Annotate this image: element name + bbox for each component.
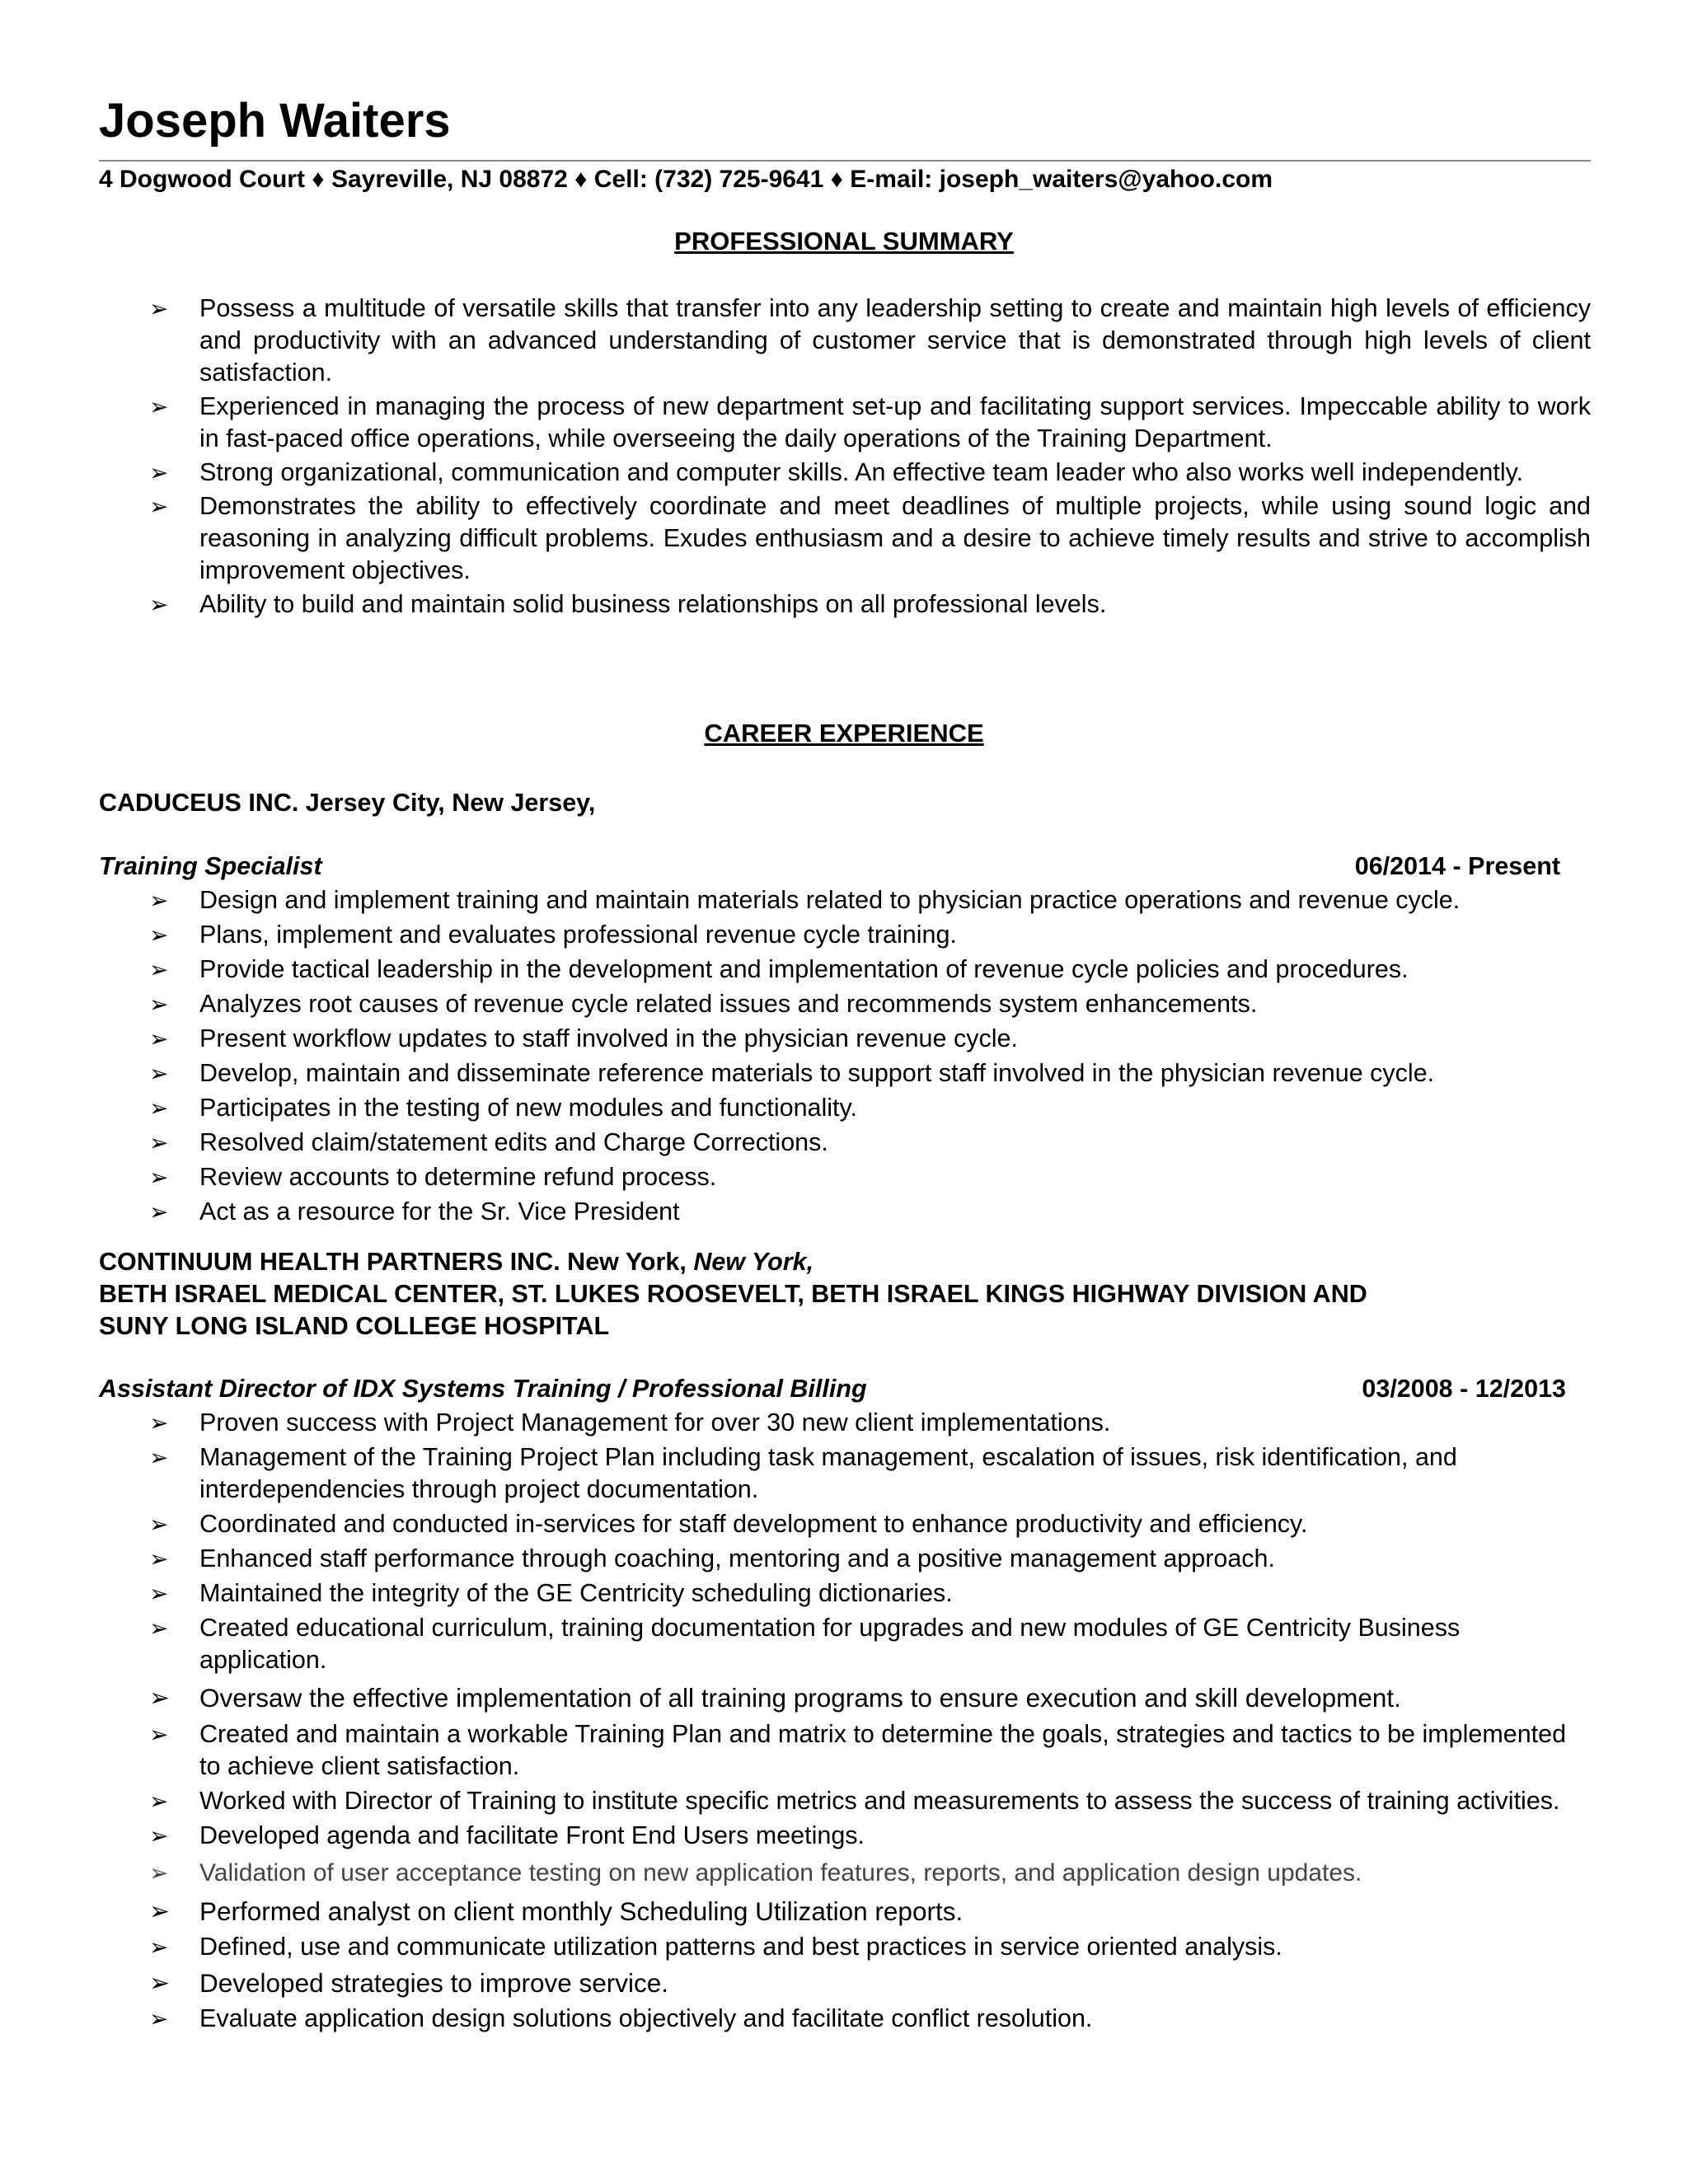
arrow-bullet-icon: ➢ bbox=[149, 957, 169, 982]
list-item: ➢ Present workflow updates to staff involved in the physician revenue cycle. bbox=[0, 1023, 1688, 1055]
list-item: ➢ Defined, use and communicate utilization patterns and best practices in service oriented analysis. bbox=[0, 1931, 1688, 1963]
professional-summary-heading: PROFESSIONAL SUMMARY bbox=[674, 227, 1014, 255]
list-item: ➢ Enhanced staff performance through coaching, mentoring and a positive management approach. bbox=[0, 1543, 1688, 1575]
job1-dates: 06/2014 - Present bbox=[1354, 852, 1560, 880]
contact-line: 4 Dogwood Court ♦ Sayreville, NJ 08872 ♦ Cell: (732) 725-9641 ♦ E-mail: joseph_waiters@yahoo.com bbox=[99, 166, 1273, 193]
arrow-bullet-icon: ➢ bbox=[149, 888, 169, 913]
list-item: ➢ Provide tactical leadership in the development and implementation of revenue cycle policies and procedures. bbox=[0, 954, 1688, 986]
arrow-bullet-icon: ➢ bbox=[149, 394, 169, 419]
arrow-bullet-icon: ➢ bbox=[149, 1095, 169, 1121]
list-item: ➢ Created educational curriculum, training documentation for upgrades and new modules of GE Centricity Business application. bbox=[149, 1614, 1461, 1674]
job1-company: CADUCEUS INC. Jersey City, New Jersey, bbox=[99, 789, 596, 817]
arrow-bullet-icon: ➢ bbox=[149, 1130, 169, 1155]
list-item: ➢ Developed agenda and facilitate Front End Users meetings. bbox=[0, 1820, 1688, 1852]
job2-duties bbox=[0, 1407, 1688, 2035]
list-item: ➢ Validation of user acceptance testing on new application features, reports, and application design updates. bbox=[0, 1854, 1688, 1892]
list-item: ➢ Oversaw the effective implementation of all training programs to ensure execution and skill development. bbox=[0, 1680, 1688, 1717]
list-item: ➢ Maintained the integrity of the GE Centricity scheduling dictionaries. bbox=[0, 1577, 1688, 1610]
arrow-bullet-icon: ➢ bbox=[149, 1445, 169, 1470]
job2-list bbox=[0, 1407, 1688, 2035]
list-item: ➢ Experienced in managing the process of new department set-up and facilitating support services. Impeccable ability to work in fast-paced office operations, while overseeing the daily operations of the Training Department. bbox=[149, 392, 1591, 452]
arrow-bullet-icon: ➢ bbox=[149, 1860, 169, 1886]
list-item: ➢ Resolved claim/statement edits and Charge Corrections. bbox=[0, 1127, 1688, 1159]
arrow-bullet-icon: ➢ bbox=[149, 296, 169, 321]
list-item: ➢ Performed analyst on client monthly Scheduling Utilization reports. bbox=[0, 1893, 1688, 1930]
arrow-bullet-icon: ➢ bbox=[149, 460, 169, 485]
arrow-bullet-icon: ➢ bbox=[149, 1970, 171, 1997]
header-divider bbox=[99, 160, 1591, 162]
list-item: ➢ Plans, implement and evaluates professional revenue cycle training. bbox=[0, 919, 1688, 951]
list-item: ➢ Ability to build and maintain solid business relationships on all professional levels. bbox=[0, 588, 1688, 621]
arrow-bullet-icon: ➢ bbox=[149, 1511, 169, 1537]
arrow-bullet-icon: ➢ bbox=[149, 1615, 169, 1641]
list-item: ➢ Demonstrates the ability to effectively coordinate and meet deadlines of multiple projects, while using sound logic and reasoning in analyzing difficult problems. Exudes enthusiasm and a desire to achieve timely results and strive to accomplish improvement objectives. bbox=[149, 492, 1591, 584]
job2-company-line3: SUNY LONG ISLAND COLLEGE HOSPITAL bbox=[99, 1312, 610, 1340]
list-item: ➢ Evaluate application design solutions objectively and facilitate conflict resolution. bbox=[0, 2003, 1688, 2035]
list-item: ➢ Developed strategies to improve service. bbox=[0, 1965, 1688, 2002]
list-item: ➢ Strong organizational, communication and computer skills. An effective team leader who also works well independently. bbox=[0, 457, 1688, 489]
arrow-bullet-icon: ➢ bbox=[149, 1546, 169, 1572]
arrow-bullet-icon: ➢ bbox=[149, 2006, 169, 2032]
summary-list bbox=[0, 293, 1688, 621]
list-item: ➢ Worked with Director of Training to institute specific metrics and measurements to assess the success of training activities. bbox=[0, 1785, 1688, 1817]
career-experience-heading: CAREER EXPERIENCE bbox=[704, 719, 984, 748]
list-item: ➢ Participates in the testing of new modules and functionality. bbox=[0, 1092, 1688, 1124]
arrow-bullet-icon: ➢ bbox=[149, 1685, 171, 1712]
list-item: ➢ Develop, maintain and disseminate reference materials to support staff involved in the physician revenue cycle. bbox=[0, 1057, 1688, 1090]
job2-title: Assistant Director of IDX Systems Training / Professional Billing bbox=[99, 1375, 867, 1403]
job2-company-line1: CONTINUUM HEALTH PARTNERS INC. New York, New York, bbox=[99, 1248, 814, 1276]
arrow-bullet-icon: ➢ bbox=[149, 1934, 169, 1960]
arrow-bullet-icon: ➢ bbox=[149, 494, 169, 519]
list-item: ➢ Review accounts to determine refund process. bbox=[0, 1161, 1688, 1193]
arrow-bullet-icon: ➢ bbox=[149, 1898, 171, 1925]
candidate-name: Joseph Waiters bbox=[99, 94, 451, 148]
job1-title: Training Specialist bbox=[99, 852, 322, 880]
arrow-bullet-icon: ➢ bbox=[149, 592, 169, 617]
arrow-bullet-icon: ➢ bbox=[149, 1788, 169, 1814]
job1-list bbox=[0, 884, 1688, 1228]
list-item: ➢ Analyzes root causes of revenue cycle related issues and recommends system enhancements. bbox=[0, 988, 1688, 1020]
arrow-bullet-icon: ➢ bbox=[149, 922, 169, 948]
list-item: ➢ Management of the Training Project Plan including task management, escalation of issues, risk identification, and interdependencies through project documentation. bbox=[149, 1443, 1457, 1503]
list-item: ➢ Act as a resource for the Sr. Vice President bbox=[0, 1196, 1688, 1228]
arrow-bullet-icon: ➢ bbox=[149, 1026, 169, 1052]
arrow-bullet-icon: ➢ bbox=[149, 1061, 169, 1086]
summary-section bbox=[0, 293, 1688, 622]
arrow-bullet-icon: ➢ bbox=[149, 1410, 169, 1436]
job2-dates: 03/2008 - 12/2013 bbox=[1362, 1375, 1566, 1403]
arrow-bullet-icon: ➢ bbox=[149, 1199, 169, 1225]
list-item: ➢ Possess a multitude of versatile skills that transfer into any leadership setting to create and maintain high levels of efficiency and productivity with an advanced understanding of customer service that is demonstrated through high levels of client satisfaction. bbox=[149, 294, 1591, 387]
list-item: ➢ Proven success with Project Management for over 30 new client implementations. bbox=[0, 1407, 1688, 1439]
arrow-bullet-icon: ➢ bbox=[149, 1823, 169, 1849]
job1-duties bbox=[0, 884, 1688, 1228]
arrow-bullet-icon: ➢ bbox=[149, 991, 169, 1017]
arrow-bullet-icon: ➢ bbox=[149, 1722, 169, 1747]
arrow-bullet-icon: ➢ bbox=[149, 1581, 169, 1606]
list-item: ➢ Coordinated and conducted in-services for staff development to enhance productivity and efficiency. bbox=[0, 1508, 1688, 1540]
job2-company-line2: BETH ISRAEL MEDICAL CENTER, ST. LUKES ROOSEVELT, BETH ISRAEL KINGS HIGHWAY DIVISION AND bbox=[99, 1280, 1367, 1308]
arrow-bullet-icon: ➢ bbox=[149, 1165, 169, 1190]
list-item: ➢ Design and implement training and maintain materials related to physician practice operations and revenue cycle. bbox=[0, 884, 1688, 916]
list-item: ➢ Created and maintain a workable Training Plan and matrix to determine the goals, strategies and tactics to be implemented to achieve client satisfaction. bbox=[149, 1720, 1567, 1780]
